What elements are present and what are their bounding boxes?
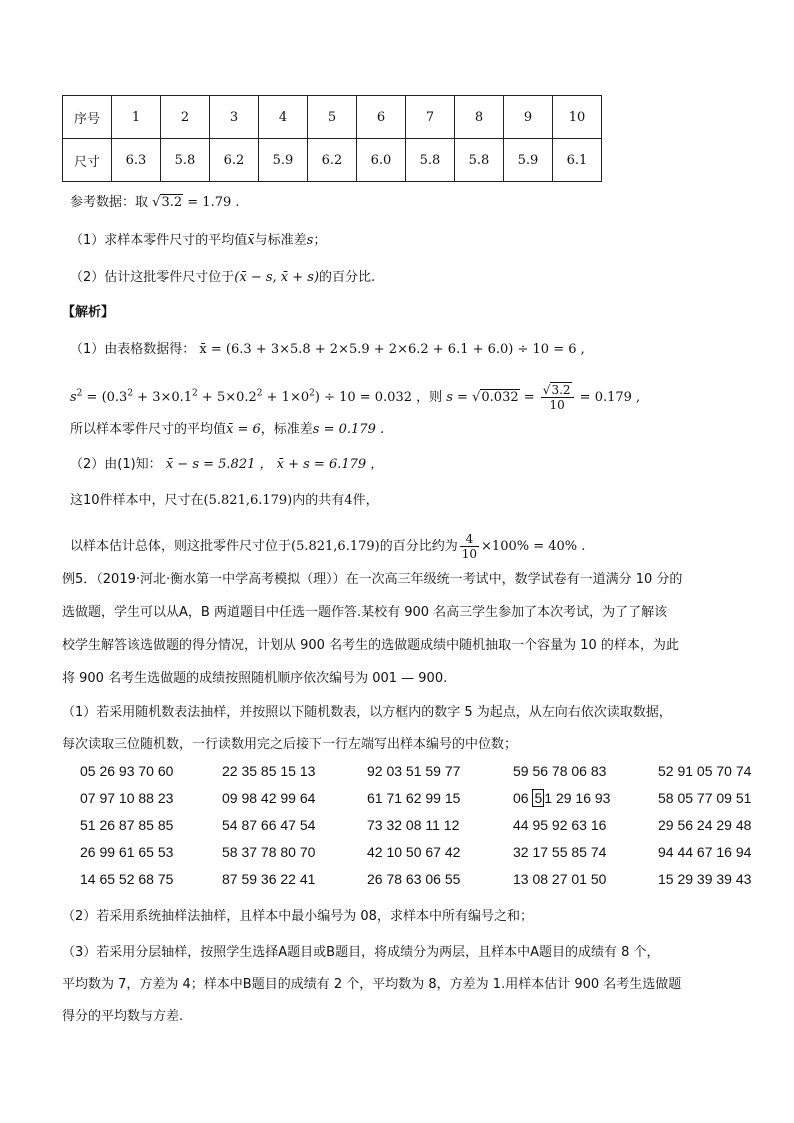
sol2-frac-den: 10 — [549, 398, 565, 412]
table-cell: 6.2 — [308, 139, 357, 182]
q2-interval: (x̄ − s, x̄ + s) — [234, 270, 320, 285]
table-header-index: 序号 — [63, 96, 112, 139]
ref-suffix: = 1.79 . — [187, 195, 240, 210]
random-number-group: 29 56 24 29 48 — [658, 817, 752, 833]
question-1 — [70, 231, 326, 251]
boxed-start-digit: 5 — [534, 790, 543, 806]
random-number-group: 58 05 77 09 51 — [658, 790, 752, 806]
sol6-frac-num: 4 — [460, 532, 479, 547]
sol6-text-c: 的百分比约为 — [379, 539, 458, 554]
part-3-line-1: （3）若采用分层轴样，按照学生选择A题目或B题目，将成绩分为两层，且样本中A题目的成绩有 8 个， — [62, 945, 660, 960]
sol5-interval: (5.821,6.179) — [203, 493, 293, 508]
ref-sqrt-arg: 3.2 — [161, 195, 183, 210]
solution-line-3 — [70, 420, 384, 440]
table-cell: 5 — [308, 96, 357, 139]
random-number-group: 92 03 51 59 77 — [367, 763, 461, 779]
example-5-line-2: 选做题，学生可以从A，B 两道题目中任选一题作答.某校有 900 名高三学生参加了本次考试，为了了解该 — [62, 605, 668, 620]
random-number-group: 32 17 55 85 74 — [513, 844, 607, 860]
table-cell: 8 — [455, 96, 504, 139]
sol2-exp: 2 — [256, 388, 263, 399]
sol2-exp: 2 — [309, 388, 315, 399]
sol2-part: + 3×0.1 — [133, 390, 193, 405]
q2-text-b: 的百分比. — [319, 270, 376, 285]
solution-line-1 — [70, 340, 585, 360]
random-number-group: 26 99 61 65 53 — [80, 844, 174, 860]
sol2-part: + 5×0.2 — [197, 390, 257, 405]
table-cell: 10 — [553, 96, 602, 139]
sol5-count: 4 — [344, 493, 353, 508]
sol2-part: = — [519, 390, 539, 405]
random-number-group: 52 91 05 70 74 — [658, 763, 752, 779]
sol5-text-c: 内的共有 — [292, 493, 345, 508]
part-3-line-2: 平均数为 7，方差为 4；样本中B题目的成绩有 2 个，平均数为 8，方差为 1.用样本估计 900 名考生选做题 — [62, 977, 682, 992]
example-5-line-4: 将 900 名考生选做题的成绩按照随机顺序依次编号为 001 — 900. — [62, 671, 448, 686]
q1-text-c: ； — [313, 233, 327, 248]
sol6-result: ×100% = 40% . — [481, 539, 586, 554]
random-number-group: 07 97 10 88 23 — [80, 790, 174, 806]
sol6-text-a: 以样本估计总体，则这批零件尺寸位于 — [70, 539, 292, 554]
sol4-lower: x̄ − s = 5.821 ， — [165, 457, 273, 472]
random-number-group: 14 65 52 68 75 — [80, 871, 174, 887]
random-number-group: 26 78 63 06 55 — [367, 871, 461, 887]
sol6-frac-den: 10 — [461, 547, 478, 561]
random-number-group: 13 08 27 01 50 — [513, 871, 607, 887]
sol2-part: ) ÷ 10 = 0.032 ，则 — [314, 390, 443, 405]
sol2-s: s — [70, 390, 77, 405]
question-2 — [70, 268, 375, 288]
random-number-group: 44 95 92 63 16 — [513, 817, 607, 833]
q2-text-a: （2）估计这批零件尺寸位于 — [70, 270, 235, 285]
random-number-group: 09 98 42 99 64 — [222, 790, 316, 806]
random-number-group: 87 59 36 22 41 — [222, 871, 316, 887]
sol2-part: s = — [442, 390, 473, 405]
random-number-group: 06 5 1 29 16 93 — [513, 790, 611, 806]
sol5-text-a: 这10件样本中，尺寸在 — [70, 493, 204, 508]
table-row-index — [63, 96, 602, 139]
q1-s: s — [306, 233, 314, 248]
sol4-upper: x̄ + s = 6.179 ， — [276, 457, 384, 472]
example-5-line-1: 例5．（2019·河北·衡水第一中学高考模拟（理））在一次高三年级统一考试中，数学试卷有一道满分 10 分的 — [62, 572, 683, 587]
sol2-fraction: $\frac{√3.2}{10}$ — [541, 383, 574, 412]
table-cell: 5.8 — [406, 139, 455, 182]
example-5-line-3: 校学生解答该选做题的得分情况，计划从 900 名考生的选做题成绩中随机抽取一个容量为 10 的样本，为此 — [62, 638, 679, 653]
table-cell: 2 — [161, 96, 210, 139]
q1-xbar: x̄ — [247, 233, 255, 248]
random-number-group: 73 32 08 11 12 — [367, 817, 460, 833]
random-number-group: 61 71 62 99 15 — [367, 790, 461, 806]
table-cell: 4 — [259, 96, 308, 139]
sol3-mean: x̄ = 6 — [226, 422, 261, 437]
sol2-exp: 2 — [76, 388, 83, 399]
solution-line-5 — [70, 491, 379, 511]
part-3-line-3: 得分的平均数与方差. — [62, 1009, 184, 1024]
analysis-heading: 【解析】 — [62, 305, 115, 320]
table-header-size: 尺寸 — [63, 139, 112, 182]
table-cell: 5.8 — [161, 139, 210, 182]
sol2-sqrt-arg: 0.032 — [481, 390, 519, 405]
sol1-text: （1）由表格数据得： — [70, 342, 196, 357]
reference-data-line: 参考数据：取 √3.2 = 1.79 . — [70, 195, 240, 210]
size-table — [62, 95, 602, 182]
sol3-std: s = 0.179 . — [312, 422, 385, 437]
sol4-text-a: （2）由(1)知： — [70, 457, 162, 472]
solution-line-2: $s^2 = (0.3^2 + 3\times 0.1^2 + 5\times 0.2^2 + 1\times 0^2) \div 10 = 0.032$ ，则 s = √0.032 = $\frac{√3.2}{10}$ = 0.179 , — [70, 383, 641, 412]
random-number-group: 51 26 87 85 85 — [80, 817, 174, 833]
solution-line-4 — [70, 455, 383, 475]
random-number-group: 22 35 85 15 13 — [222, 763, 316, 779]
sol3-text-a: 所以样本零件尺寸的平均值 — [70, 422, 227, 437]
sol2-frac-num: 3.2 — [551, 383, 571, 397]
table-cell: 1 — [112, 96, 161, 139]
sol3-text-c: ，标准差 — [260, 422, 313, 437]
ref-prefix: 参考数据：取 — [70, 195, 149, 210]
table-cell: 5.8 — [455, 139, 504, 182]
q1-text-a: （1）求样本零件尺寸的平均值 — [70, 233, 248, 248]
random-number-group: 42 10 50 67 42 — [367, 844, 461, 860]
sol6-fraction — [460, 532, 479, 561]
part-1-line-1: （1）若采用随机数表法抽样，并按照以下随机数表，以方框内的数字 5 为起点，从左向右依次读取数据， — [62, 705, 672, 720]
part-2-line: （2）若采用系统抽样法抽样，且样本中最小编号为 08，求样本中所有编号之和； — [62, 909, 533, 924]
sol2-part: + 1×0 — [262, 390, 310, 405]
random-number-group: 05 26 93 70 60 — [80, 763, 174, 779]
sol2-exp: 2 — [192, 388, 198, 399]
random-number-group: 54 87 66 47 54 — [222, 817, 316, 833]
random-number-group: 58 37 78 80 70 — [222, 844, 316, 860]
sol5-text-e: 件， — [352, 493, 379, 508]
solution-line-6 — [70, 532, 585, 561]
sol1-expr: x̄ = (6.3 + 3×5.8 + 2×5.9 + 2×6.2 + 6.1 + 6.0) ÷ 10 = 6 , — [199, 342, 585, 357]
table-cell: 7 — [406, 96, 455, 139]
table-cell: 6.1 — [553, 139, 602, 182]
q1-text-b: 与标准差 — [254, 233, 307, 248]
part-1-line-2: 每次读取三位随机数，一行读数用完之后接下一行左端写出样本编号的中位数； — [62, 737, 518, 752]
table-cell: 3 — [210, 96, 259, 139]
table-row-size — [63, 139, 602, 182]
random-number-group: 15 29 39 39 43 — [658, 871, 752, 887]
sol2-part: = (0.3 — [82, 390, 128, 405]
sol2-exp: 2 — [127, 388, 134, 399]
table-cell: 6.2 — [210, 139, 259, 182]
table-cell: 9 — [504, 96, 553, 139]
table-cell: 5.9 — [259, 139, 308, 182]
random-number-group: 94 44 67 16 94 — [658, 844, 752, 860]
random-number-group: 59 56 78 06 83 — [513, 763, 607, 779]
table-cell: 6.3 — [112, 139, 161, 182]
table-cell: 5.9 — [504, 139, 553, 182]
sol6-interval: (5.821,6.179) — [291, 539, 380, 554]
table-cell: 6 — [357, 96, 406, 139]
table-cell: 6.0 — [357, 139, 406, 182]
sol2-part: = 0.179 , — [575, 390, 641, 405]
